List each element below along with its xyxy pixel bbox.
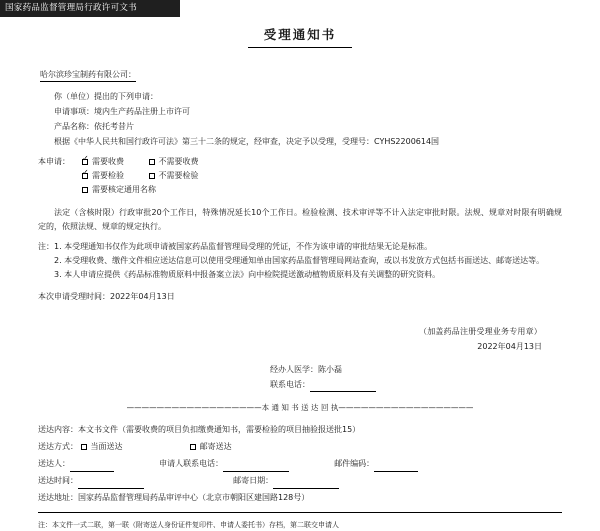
- field-product-name-value: 依托考昔片: [94, 122, 134, 131]
- field-product-name: [38, 119, 562, 134]
- option-row-generic-name: [82, 183, 562, 197]
- receipt-content-row: [38, 421, 562, 438]
- application-options-label: 本申请：: [38, 157, 70, 166]
- receipt-content-label: 送达内容：: [38, 425, 78, 434]
- option-need-generic-name[interactable]: [82, 183, 156, 197]
- receipt-method-row: [38, 438, 562, 455]
- note-item-1-text: 1. 本受理通知书仅作为此项申请被国家药品监督管理局受理的凭证，不作为该申请的审批结果无论是标准。: [54, 242, 433, 251]
- note-item-1: [38, 240, 562, 254]
- checkbox-checked-icon[interactable]: [82, 159, 88, 165]
- receipt-method-mail[interactable]: [190, 438, 232, 455]
- accept-date-value: 2022年04月13日: [110, 292, 175, 301]
- option-row-fee: [82, 155, 562, 169]
- page-title: 受理通知书: [263, 27, 337, 42]
- option-need-generic-name-label: 需要核定通用名称: [92, 185, 156, 194]
- receipt-address-label: 送达地址：: [38, 493, 78, 502]
- seal-area: [38, 324, 562, 354]
- option-row-inspection: [82, 169, 562, 183]
- note-item-3: 3. 本人申请应提供《药品标准物质原料中报备案立法》向中检院提送激动植物质原料及有关调整的研究资料。: [54, 270, 441, 279]
- receipt-time-row: [38, 472, 562, 489]
- receipt-address-row: [38, 489, 562, 506]
- time-limit-text: 法定（含核时限）行政审批20个工作日，特殊情况延长10个工作日。检验检测、技术审评等不计入法定审批时限。法规、规章对时限有明确规定的，依照法规、规章的规定执行。: [38, 208, 562, 231]
- field-application-matter-value: 境内生产药品注册上市许可: [94, 107, 190, 116]
- application-options-rows: [82, 155, 562, 197]
- contact-phone-label: 联系电话：: [270, 380, 310, 389]
- field-application-matter: [38, 104, 562, 119]
- recipient-name: 哈尔滨珍宝制药有限公司：: [40, 69, 136, 82]
- agency-header-bar: 国家药品监督管理局行政许可文书: [0, 0, 180, 17]
- option-need-fee-label: 需要收费: [92, 157, 124, 166]
- checkbox-empty-icon[interactable]: [149, 173, 155, 179]
- accept-date-label: 本次申请受理时间：: [38, 292, 110, 301]
- seal-date: 2022年04月13日: [477, 342, 542, 351]
- contact-area: [38, 362, 562, 392]
- receipt-divider: ——————————————————本 通 知 书 送 达 回 执——————————————————: [126, 403, 474, 412]
- receipt-method-in-person-label: 当面送达: [90, 442, 123, 451]
- checkbox-empty-icon[interactable]: [149, 159, 155, 165]
- document-body: [0, 17, 600, 529]
- application-options-block: [38, 155, 562, 197]
- notes-block: [38, 240, 562, 282]
- notes-label: 注：: [38, 242, 54, 251]
- option-need-fee[interactable]: [82, 155, 124, 169]
- checkbox-checked-icon[interactable]: [82, 173, 88, 179]
- receipt-method-label: 送达方式：: [38, 442, 78, 451]
- receipt-relation-label: 申请人联系电话：: [159, 459, 224, 468]
- contact-phone-value: [310, 381, 376, 392]
- seal-note: （加盖药品注册受理业务专用章）: [419, 327, 542, 336]
- receipt-maildate-label: 邮寄日期：: [233, 476, 274, 485]
- option-need-inspection[interactable]: [82, 169, 124, 183]
- field-application-matter-label: 申请事项：: [54, 107, 94, 116]
- field-product-name-label: 产品名称：: [54, 122, 94, 131]
- receipt-time-value[interactable]: [78, 478, 144, 489]
- receipt-content-value: 本文书文件（需要收费的项目负扣缴费通知书，需要检验的项目抽验报送批15）: [78, 425, 361, 434]
- option-no-inspection[interactable]: [149, 169, 199, 183]
- note-item-2: 2. 本受理收费、缴件文件相应送达信息可以使用受理通知单由国家药品监督管理局网站查询，或以书发放方式包括书面送达、邮寄送达等。: [54, 256, 545, 265]
- footer-divider: [38, 512, 562, 513]
- intro-text: 你（单位）提出的下列申请：: [54, 92, 158, 101]
- contact-person-line: [270, 362, 562, 377]
- option-no-fee-label: 不需要收费: [158, 157, 199, 166]
- receipt-maildate-value[interactable]: [273, 478, 339, 489]
- checkbox-empty-icon[interactable]: [81, 444, 87, 450]
- legal-basis-text: 根据《中华人民共和国行政许可法》第三十二条的规定，经审查，决定予以受理，受理号：CYHS2200614国: [54, 137, 440, 146]
- receipt-receiver-row: [38, 455, 562, 472]
- option-no-inspection-label: 不需要检验: [158, 171, 199, 180]
- receipt-time-label: 送达时间：: [38, 476, 78, 485]
- checkbox-empty-icon[interactable]: [190, 444, 196, 450]
- accept-date-line: [38, 291, 562, 302]
- receipt-block: [38, 421, 562, 506]
- title-underline: [248, 47, 352, 48]
- option-no-fee[interactable]: [149, 155, 199, 169]
- footer-note: 注：本文件一式二联，第一联（附寄送人身份证件复印件、申请人委托书）存档，第二联交申请人: [38, 521, 339, 529]
- receipt-receiver-label: 送达人：: [38, 459, 70, 468]
- contact-phone-line: [270, 377, 562, 392]
- receipt-address-value: 国家药品监督管理局药品审评中心（北京市朝阳区建国路128号）: [78, 493, 310, 502]
- checkbox-empty-icon[interactable]: [82, 187, 88, 193]
- option-need-inspection-label: 需要检验: [92, 171, 124, 180]
- contact-person-value: 陈小磊: [318, 365, 342, 374]
- receipt-method-in-person[interactable]: [81, 438, 123, 455]
- contact-person-label: 经办人医学：: [270, 365, 318, 374]
- receipt-postcode-label: 邮件编码：: [334, 459, 375, 468]
- receipt-method-mail-label: 邮寄送达: [199, 442, 232, 451]
